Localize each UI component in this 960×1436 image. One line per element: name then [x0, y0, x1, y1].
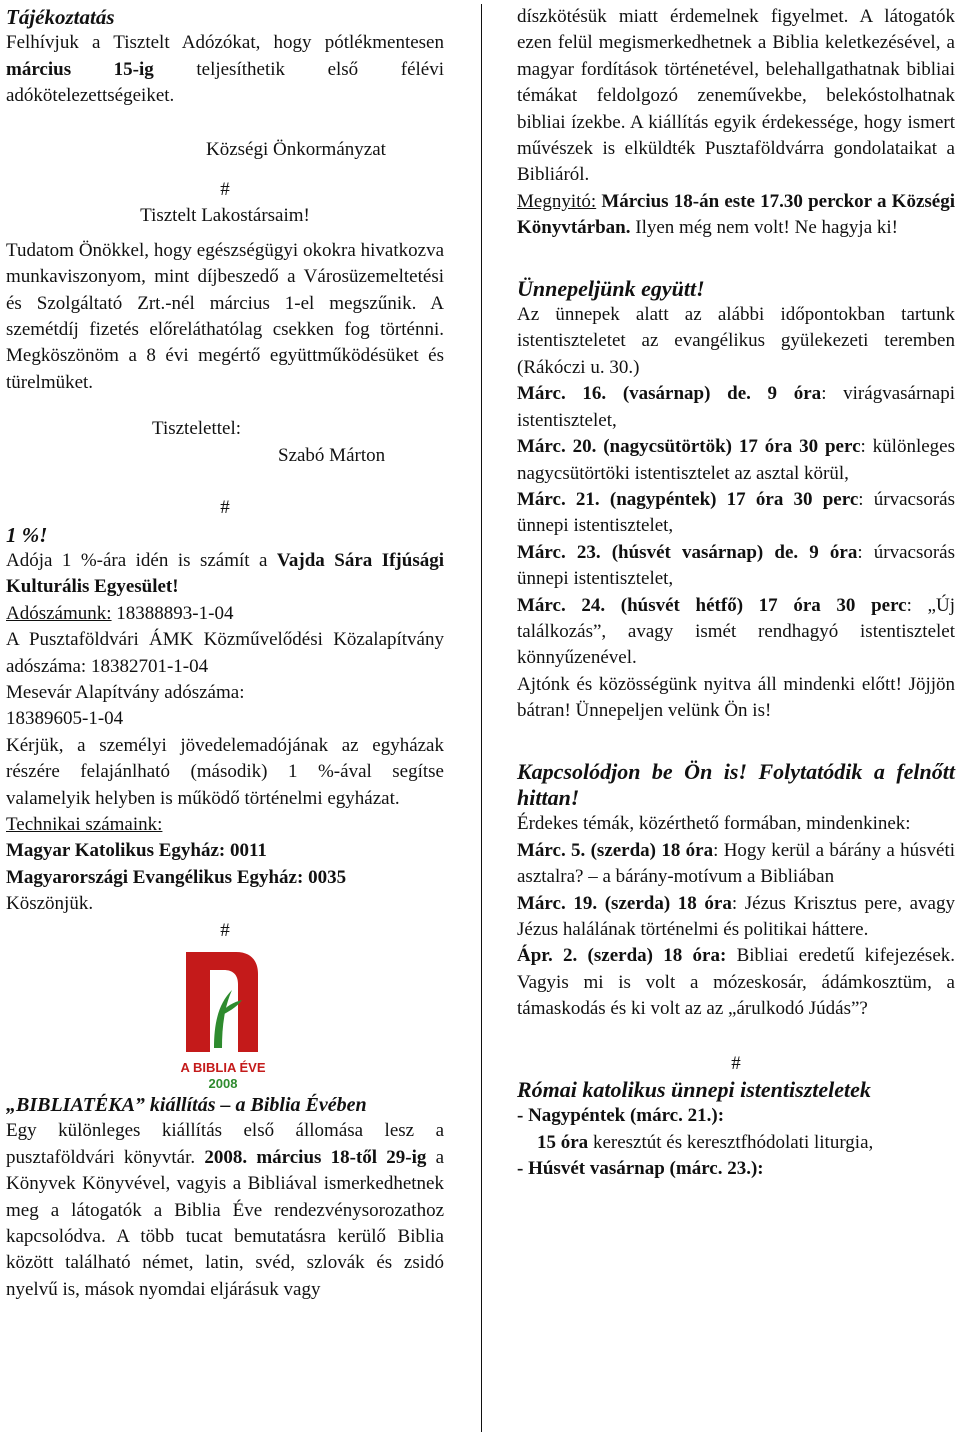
- hittan-item: Ápr. 2. (szerda) 18 óra: Bibliai eredetű kifejezések. Vagyis mi is volt a mózeskosár, ádámkosztüm, a támaskodás és ki volt az az „árulkodó Júdás”?: [517, 945, 955, 1020]
- tajekoztatas-signature: Községi Önkormányzat: [206, 138, 386, 160]
- egyszazalek-intro: Adója 1 %-ára idén is számít a Vajda Sára Ifjúsági Kulturális Egyesület!: [6, 549, 444, 598]
- katolikus-number: Magyar Katolikus Egyház: 0011: [6, 840, 267, 862]
- lakostarsaim-closing: Tisztelettel:: [152, 418, 242, 440]
- katolikus-item-1-detail: 15 óra keresztút és keresztfhódolati liturgia,: [537, 1131, 874, 1153]
- bibliateka-body: Egy különleges kiállítás első állomása lesz a pusztaföldvári könyvtár. 2008. március 18-től 29-ig a Könyvek Könyvével, vagyis a Bibliával ismerkedhetnek meg a látogatók a Biblia Éve rendezvénysorozathoz kapcsolódva. A több tucat bemutatásra kerülő Biblia között található német, latin, svéd, szlovák és zsidó nyelvű is, mások nyomdai eljárásuk vagy: [6, 1120, 445, 1300]
- separator: #: [220, 497, 230, 519]
- biblia-eve-logo: [174, 944, 272, 1092]
- kapcsolodjon-title: Kapcsolódjon be Ön is! Folytatódik a felnőtt hittan!: [517, 758, 955, 810]
- katolikus-item-2: - Húsvét vasárnap (márc. 23.):: [517, 1158, 764, 1180]
- hittan-item: Márc. 19. (szerda) 18 óra: Jézus Krisztus pere, avagy Jézus halálának történelmi és politikai háttere.: [517, 892, 955, 940]
- unnepeljunk-outro: Ajtónk és közösségünk nyitva áll mindenki előtt! Jöjjön bátran! Ünnepeljen velünk Ön is!: [517, 673, 955, 722]
- separator: #: [220, 179, 230, 201]
- unnepeljunk-intro: Az ünnepek alatt az alábbi időpontokban tartunk istentiszteletet az evangélikus gyülekezeti teremben (Rákóczi u. 30.): [517, 304, 955, 378]
- service-item: Márc. 23. (húsvét vasárnap) de. 9 óra: úrvacsorás ünnepi istentisztelet,: [517, 541, 955, 590]
- kapcsolodjon-intro: Érdekes témák, közérthető formában, mindenkinek:: [517, 813, 911, 835]
- thanks: Köszönjük.: [6, 893, 94, 915]
- service-item: Márc. 20. (nagycsütörtök) 17 óra 30 perc: különleges nagycsütörtöki istentisztelet az asztal körül,: [517, 436, 955, 484]
- egyszazalek-taxno: Adószámunk: 18388893-1-04: [6, 602, 234, 624]
- right-column: [517, 4, 955, 1183]
- logo-text: A BIBLIA ÉVE: [180, 1060, 266, 1075]
- bibliateka-continued: díszkötésük miatt érdemelnek figyelmet. A látogatók ezen felül megismerkedhetnek a Biblia keletkezésével, a magyar fordítások történetével, belehallgathatnak bibliai témákat feldolgozó zeneművekbe, belekóstolhatnak bibliai ízekbe. A kiállítás egyik érdekessége, hogy ismert művészek is elküldték Pusztaföldvárra gondolataikat a Bibliáról.: [517, 6, 955, 186]
- lakostarsaim-name: Szabó Márton: [278, 444, 386, 466]
- mesevar-no: 18389605-1-04: [6, 708, 124, 730]
- katolikus-title: Római katolikus ünnepi istentiszteletek: [517, 1077, 871, 1103]
- service-item: Márc. 16. (vasárnap) de. 9 óra: virágvasárnapi istentisztelet,: [517, 383, 955, 431]
- egyszazalek-title: 1 %!: [6, 522, 48, 547]
- biblia-eve-logo-graphic: [174, 944, 272, 1092]
- logo-year: 2008: [208, 1076, 238, 1091]
- unnepeljunk-title: Ünnepeljünk együtt!: [517, 275, 705, 301]
- lakostarsaim-body: Tudatom Önökkel, hogy egészségügyi okokra hivatkozva munkaviszonyom, mint díjbeszedő a Városüzemeltetési és Szolgáltató Zrt.-nél március 1-el megszűnik. A szemétdíj fizetés előreláthatólag csekken fog történni. Megköszönöm a 8 évi megértő együttműködésüket és türelmüket.: [6, 239, 444, 393]
- left-column: [6, 4, 444, 1303]
- tajekoztatas-title: Tájékoztatás: [6, 5, 115, 29]
- tajekoztatas-body: Felhívjuk a Tisztelt Adózókat, hogy pótlékmentesen március 15-ig teljesíthetik első félévi adókötelezettségeiket.: [6, 32, 445, 107]
- hittan-item: Márc. 5. (szerda) 18 óra: Hogy kerül a bárány a húsvéti asztalra? – a bárány-motívum a Bibliában: [517, 839, 955, 888]
- separator: #: [220, 919, 230, 941]
- tech-label: Technikai számaink:: [6, 813, 163, 835]
- lakostarsaim-greeting: Tisztelt Lakostársaim!: [140, 205, 310, 227]
- column-divider: [481, 4, 482, 1432]
- evangelikus-number: Magyarországi Evangélikus Egyház: 0035: [6, 866, 347, 888]
- mesevar-text: Mesevár Alapítvány adószáma:: [6, 681, 245, 703]
- service-item: Márc. 21. (nagypéntek) 17 óra 30 perc: úrvacsorás ünnepi istentisztelet,: [517, 488, 955, 537]
- kozalap-text: A Pusztaföldvári ÁMK Közművelődési Közalapítvány adószáma: 18382701-1-04: [6, 629, 444, 677]
- bibliateka-title: „BIBLIATÉKA” kiállítás – a Biblia Évében: [6, 1094, 367, 1116]
- church-text: Kérjük, a személyi jövedelemadójának az egyházak részére felajánlható (második) 1 %-ával segítse valamelyik helyben is működő történelmi egyházat.: [6, 734, 444, 809]
- katolikus-item-1: - Nagypéntek (márc. 21.):: [517, 1105, 725, 1127]
- separator: #: [731, 1052, 741, 1074]
- service-item: Márc. 24. (húsvét hétfő) 17 óra 30 perc: „Új találkozás”, avagy ismét rendhagyó istentisztelet könnyűzenével.: [517, 594, 955, 669]
- megnyito: Megnyitó: Március 18-án este 17.30 perckor a Községi Könyvtárban. Ilyen még nem volt! Ne hagyja ki!: [517, 190, 955, 239]
